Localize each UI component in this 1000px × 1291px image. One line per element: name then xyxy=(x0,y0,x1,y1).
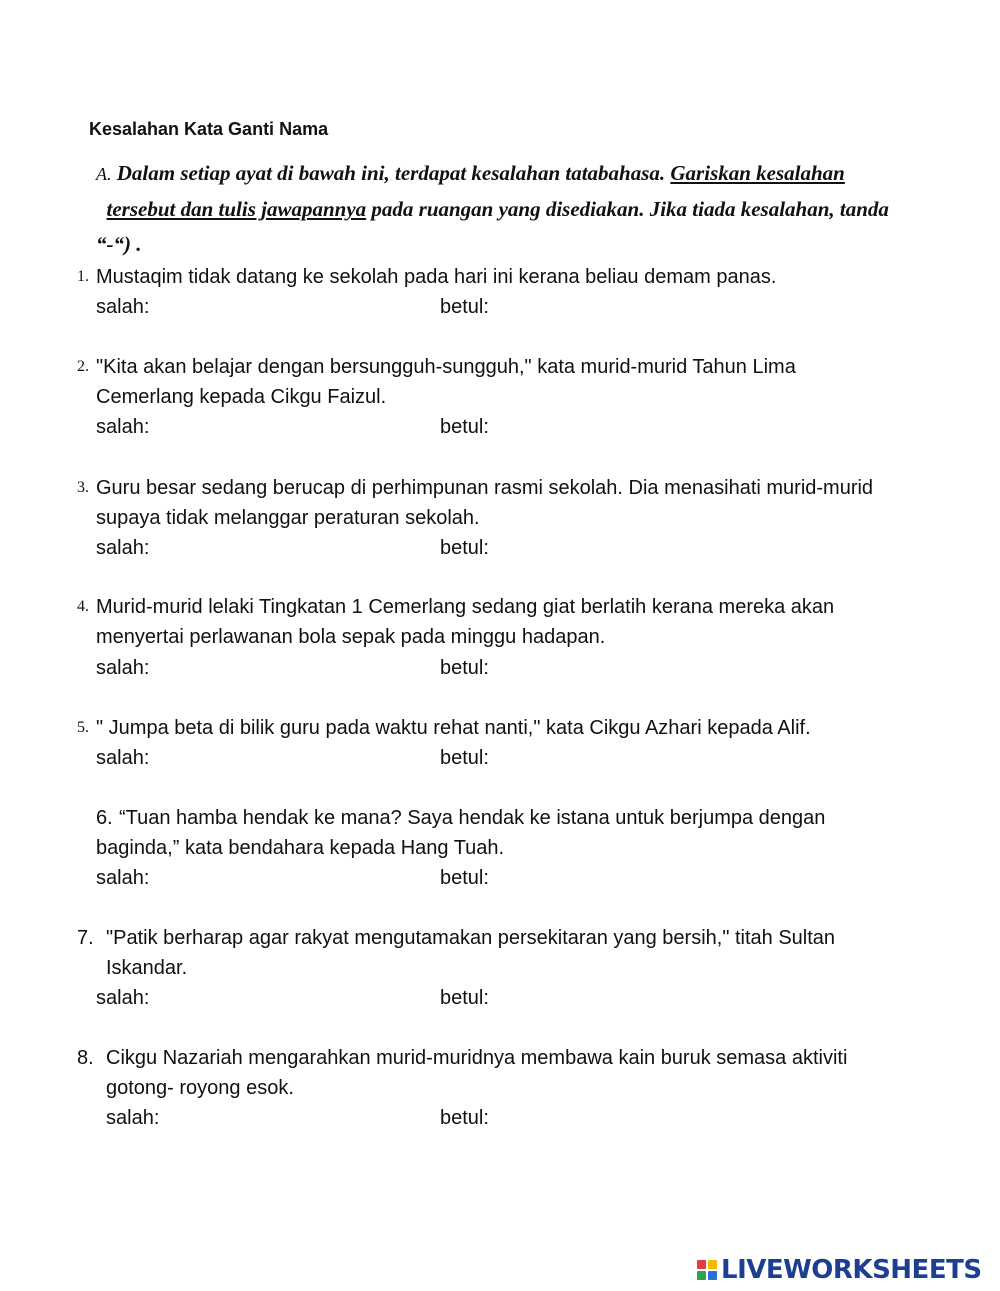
question-text xyxy=(96,713,811,743)
question-number: 4. xyxy=(77,598,89,615)
wrong-label: salah: xyxy=(106,1107,160,1129)
wrong-label: salah: xyxy=(96,537,150,559)
right-label: betul: xyxy=(440,1107,489,1129)
right-label: betul: xyxy=(440,657,489,679)
question-text-continued xyxy=(96,833,504,863)
instructions xyxy=(96,156,916,262)
right-label: betul: xyxy=(440,747,489,769)
question-number: 1. xyxy=(77,268,89,285)
right-label: betul: xyxy=(440,296,489,318)
right-label: betul: xyxy=(440,416,489,438)
logo-square xyxy=(697,1271,706,1280)
question-line: menyertai perlawanan bola sepak pada minggu hadapan. xyxy=(96,626,606,648)
right-label: betul: xyxy=(440,867,489,889)
question-number: 5. xyxy=(77,719,89,736)
question-line: Cemerlang kepada Cikgu Faizul. xyxy=(96,386,387,408)
question-text xyxy=(96,262,776,292)
question-line: Guru besar sedang berucap di perhimpunan rasmi sekolah. Dia menasihati murid-murid xyxy=(96,477,874,499)
question-text xyxy=(96,352,796,412)
page-title: Kesalahan Kata Ganti Nama xyxy=(89,119,329,139)
liveworksheets-brand[interactable] xyxy=(697,1255,982,1285)
logo-square xyxy=(708,1260,717,1269)
question-line: Iskandar. xyxy=(106,957,188,979)
question-number: 6. xyxy=(96,807,113,829)
question-number: 8. xyxy=(77,1047,94,1069)
question-number: 2. xyxy=(77,358,89,375)
question-text xyxy=(96,592,834,652)
question-number: 3. xyxy=(77,479,89,496)
brand-name: LIVEWORKSHEETS xyxy=(721,1255,982,1285)
instructions-part2 xyxy=(96,197,107,221)
question-number: 7. xyxy=(77,927,94,949)
question-text xyxy=(106,923,835,983)
wrong-label: salah: xyxy=(96,987,150,1009)
question-line: " Jumpa beta di bilik guru pada waktu rehat nanti," kata Cikgu Azhari kepada Alif. xyxy=(96,717,811,739)
instructions-underline1: Gariskan kesalahan xyxy=(670,161,845,185)
logo-square xyxy=(708,1271,717,1280)
question-line: gotong- royong esok. xyxy=(106,1077,294,1099)
question-line: “Tuan hamba hendak ke mana? Saya hendak ke istana untuk berjumpa dengan xyxy=(119,807,826,829)
liveworksheets-logo-icon xyxy=(697,1260,717,1280)
question-line: Mustaqim tidak datang ke sekolah pada hari ini kerana beliau demam panas. xyxy=(96,266,777,288)
instructions-part3: pada ruangan yang disediakan. Jika tiada kesalahan, tanda “-“) . xyxy=(96,197,889,256)
wrong-label: salah: xyxy=(96,747,150,769)
instructions-letter: A. xyxy=(96,164,112,184)
instructions-underline2: tersebut dan tulis jawapannya xyxy=(106,197,367,221)
question-line: supaya tidak melanggar peraturan sekolah. xyxy=(96,507,480,529)
right-label: betul: xyxy=(440,537,489,559)
question-text xyxy=(119,803,825,833)
question-text xyxy=(106,1043,847,1103)
question-text xyxy=(96,473,873,533)
question-line: Cikgu Nazariah mengarahkan murid-muridnya membawa kain buruk semasa aktiviti xyxy=(106,1047,848,1069)
logo-square xyxy=(697,1260,706,1269)
right-label: betul: xyxy=(440,987,489,1009)
instructions-part1: Dalam setiap ayat di bawah ini, terdapat kesalahan tatabahasa. xyxy=(111,161,671,185)
wrong-label: salah: xyxy=(96,296,150,318)
wrong-label: salah: xyxy=(96,867,150,889)
wrong-label: salah: xyxy=(96,657,150,679)
wrong-label: salah: xyxy=(96,416,150,438)
question-line: baginda,” kata bendahara kepada Hang Tuah. xyxy=(96,837,505,859)
question-line: Murid-murid lelaki Tingkatan 1 Cemerlang sedang giat berlatih kerana mereka akan xyxy=(96,596,835,618)
question-line: "Kita akan belajar dengan bersungguh-sungguh," kata murid-murid Tahun Lima xyxy=(96,356,796,378)
question-line: "Patik berharap agar rakyat mengutamakan persekitaran yang bersih," titah Sultan xyxy=(106,927,836,949)
